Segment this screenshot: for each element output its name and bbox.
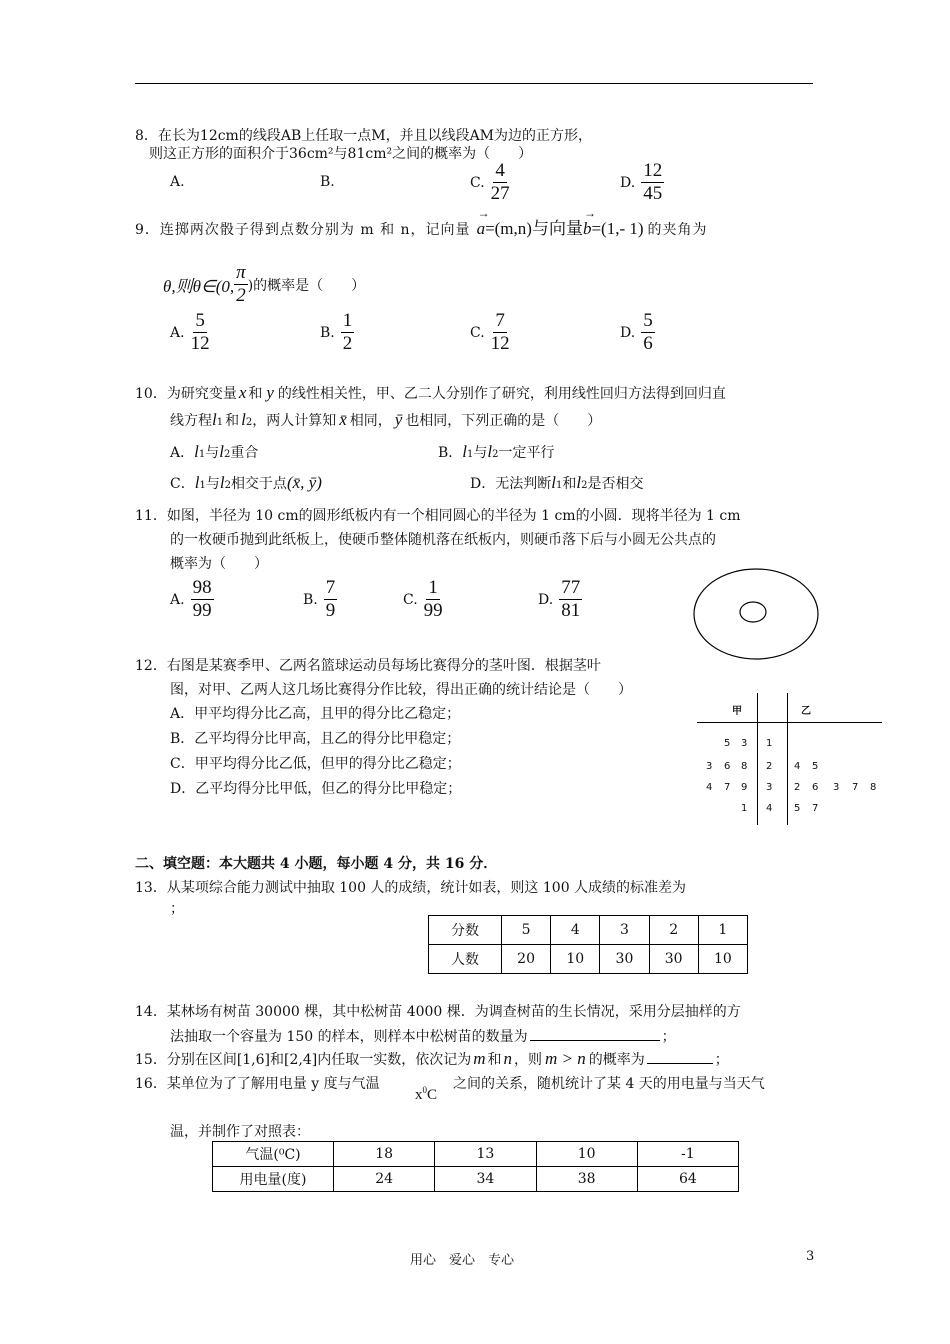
stem-leaf-left-header: 甲 bbox=[732, 706, 742, 717]
fraction: $\frac{1}{99}$ bbox=[423, 577, 443, 621]
q12-option-b[interactable]: B．乙平均得分比甲高，且乙的得分比甲稳定； bbox=[170, 731, 461, 747]
q10-option-c[interactable]: C． l 1 与 l 2 相交于点 (x̄, ȳ) bbox=[170, 473, 322, 492]
leaf: 8 bbox=[741, 761, 748, 772]
stem: 3 bbox=[766, 782, 773, 793]
table-row: 分数 5 4 3 2 1 bbox=[429, 916, 748, 945]
q16-line1b: 之间的关系，随机统计了某 4 天的用电量与当天气 bbox=[453, 1076, 765, 1092]
q10-option-d[interactable]: D．无法判断 l 1 和 l 2 是否相交 bbox=[470, 473, 644, 492]
leaf: 6 bbox=[724, 761, 731, 772]
leaf: 1 bbox=[741, 803, 748, 814]
page-number: 3 bbox=[806, 1249, 815, 1264]
q9-option-c[interactable]: C. $\frac{7}{12}$ bbox=[470, 310, 510, 354]
q12-line1: 12．右图是某赛季甲、乙两名篮球运动员每场比赛得分的茎叶图．根据茎叶 bbox=[135, 658, 601, 674]
q8-option-b[interactable]: B. bbox=[320, 174, 335, 190]
q8-option-a[interactable]: A. bbox=[170, 174, 185, 190]
leaf: 7 bbox=[852, 782, 859, 793]
q12-option-a[interactable]: A．甲平均得分比乙高，且甲的得分比乙稳定； bbox=[170, 706, 461, 722]
stem: 4 bbox=[766, 803, 773, 814]
q9-option-a[interactable]: A. $\frac{5}{12}$ bbox=[170, 310, 210, 354]
temperature-table bbox=[212, 1141, 739, 1192]
q11-line2: 的一枚硬币抛到此纸板上，使硬币整体随机落在纸板内，则硬币落下后与小圆无公共点的 bbox=[170, 532, 716, 548]
q13-line2: ； bbox=[170, 901, 184, 917]
stem: 1 bbox=[766, 738, 773, 749]
answer-blank[interactable] bbox=[647, 1063, 713, 1064]
q8-option-c[interactable]: C. $\frac{4}{27}$ bbox=[470, 160, 510, 204]
leaf: 6 bbox=[812, 782, 819, 793]
leaf: 3 bbox=[741, 738, 748, 749]
q14-line2: 法抽取一个容量为 150 的样本，则样本中松树苗的数量为 ； bbox=[170, 1029, 676, 1045]
fraction: $\frac{12}{45}$ bbox=[643, 160, 663, 204]
q16-line2: 温，并制作了对照表： bbox=[170, 1124, 310, 1140]
stem-leaf-left-rule bbox=[757, 693, 758, 825]
q11-option-b[interactable]: B. $\frac{7}{9}$ bbox=[303, 577, 336, 621]
q9-line1: 9．连掷两次骰子得到点数分别为 m 和 n，记向量 → a =(m,n)与向量 → b =(1,- 1) 的夹角为 bbox=[135, 206, 708, 238]
score-table bbox=[428, 915, 748, 974]
temperature-symbol: $x^0C$ bbox=[415, 1085, 438, 1103]
q9-option-b[interactable]: B. $\frac{1}{2}$ bbox=[320, 310, 353, 354]
q16-line1a: 16．某单位为了了解用电量 y 度与气温 bbox=[135, 1076, 380, 1092]
fraction: $\frac{5}{6}$ bbox=[643, 310, 653, 354]
fraction: $\frac{98}{99}$ bbox=[192, 577, 212, 621]
fraction: $\frac{1}{2}$ bbox=[342, 310, 353, 354]
q8-option-d[interactable]: D. $\frac{12}{45}$ bbox=[620, 160, 663, 204]
leaf: 4 bbox=[794, 761, 801, 772]
stem-leaf-right-rule bbox=[787, 693, 788, 825]
section-heading: 二、填空题：本大题共 4 小题，每小题 4 分，共 16 分． bbox=[135, 856, 498, 872]
q14-line1: 14．某林场有树苗 30000 棵，其中松树苗 4000 棵．为调查树苗的生长情况，采用分层抽样的方 bbox=[135, 1004, 741, 1020]
stem-leaf-right-header: 乙 bbox=[801, 706, 811, 717]
q8-line1: 8．在长为12cm的线段AB上任取一点M，并且以线段AM为边的正方形， bbox=[135, 128, 593, 144]
q9-line2: θ,则θ∈(0, $\frac{\pi}{2}$ )的概率是（ ） bbox=[163, 262, 366, 306]
leaf: 5 bbox=[812, 761, 819, 772]
q12-line2: 图，对甲、乙两人这几场比赛得分作比较，得出正确的统计结论是（ ） bbox=[170, 682, 632, 698]
q10-option-b[interactable]: B． l 1 与 l 2 一定平行 bbox=[438, 442, 555, 461]
inner-circle bbox=[740, 602, 766, 622]
q8-line2: 则这正方形的面积介于36cm²与81cm²之间的概率为（ ） bbox=[149, 146, 533, 162]
stem-leaf-header-rule bbox=[697, 722, 882, 723]
q12-option-d[interactable]: D．乙平均得分比甲低，但乙的得分比甲稳定； bbox=[170, 781, 462, 797]
leaf: 5 bbox=[794, 803, 801, 814]
stem: 2 bbox=[766, 761, 773, 772]
leaf: 3 bbox=[706, 761, 713, 772]
fraction: $\frac{77}{81}$ bbox=[561, 577, 581, 621]
leaf: 4 bbox=[706, 782, 713, 793]
q10-line2: 线方程 l 1 和 l 2 ，两人计算知 x̄ 相同， ȳ 也相同，下列正确的是（ ） bbox=[170, 410, 602, 429]
leaf: 9 bbox=[741, 782, 748, 793]
leaf: 3 bbox=[833, 782, 840, 793]
fraction: $\frac{5}{12}$ bbox=[190, 310, 210, 354]
table-row: 用电量(度) 24 34 38 64 bbox=[213, 1167, 739, 1192]
q11-option-d[interactable]: D. $\frac{77}{81}$ bbox=[538, 577, 581, 621]
q10-option-a[interactable]: A． l 1 与 l 2 重合 bbox=[170, 442, 259, 461]
table-row: 人数 20 10 30 30 10 bbox=[429, 945, 748, 974]
q11-option-c[interactable]: C. $\frac{1}{99}$ bbox=[403, 577, 443, 621]
q15-line: 15．分别在区间[1,6]和[2,4]内任取一实数，依次记为 m 和 n ，则 m > n 的概率为 ； bbox=[135, 1049, 729, 1068]
q11-line3: 概率为（ ） bbox=[170, 556, 268, 572]
q13-line1: 13．从某项综合能力测试中抽取 100 人的成绩，统计如表，则这 100 人成绩的标准差为 bbox=[135, 880, 687, 896]
q11-line1: 11．如图，半径为 10 cm的圆形纸板内有一个相同圆心的半径为 1 cm的小圆．现将半径为 1 cm bbox=[135, 508, 741, 524]
footer-text: 用心 爱心 专心 bbox=[410, 1253, 515, 1268]
leaf: 2 bbox=[794, 782, 801, 793]
fraction: $\frac{7}{12}$ bbox=[490, 310, 510, 354]
header-rule bbox=[135, 83, 813, 84]
leaf: 7 bbox=[724, 782, 731, 793]
pi-over-two: $\frac{\pi}{2}$ bbox=[236, 262, 246, 306]
fraction: $\frac{7}{9}$ bbox=[325, 577, 336, 621]
fraction: $\frac{4}{27}$ bbox=[490, 160, 510, 204]
leaf: 8 bbox=[870, 782, 877, 793]
q10-line1: 10．为研究变量 x 和 y 的线性相关性，甲、乙二人分别作了研究，利用线性回归方法得到回归直 bbox=[135, 383, 726, 402]
answer-blank[interactable] bbox=[530, 1040, 660, 1041]
q11-option-a[interactable]: A. $\frac{98}{99}$ bbox=[170, 577, 212, 621]
concentric-circles-figure bbox=[693, 568, 819, 660]
leaf: 7 bbox=[812, 803, 819, 814]
q12-option-c[interactable]: C．甲平均得分比乙低，但甲的得分比乙稳定； bbox=[170, 756, 461, 772]
outer-circle bbox=[694, 569, 818, 659]
q9-option-d[interactable]: D. $\frac{5}{6}$ bbox=[620, 310, 653, 354]
leaf: 5 bbox=[724, 738, 731, 749]
table-row: 气温(⁰C) 18 13 10 -1 bbox=[213, 1142, 739, 1167]
